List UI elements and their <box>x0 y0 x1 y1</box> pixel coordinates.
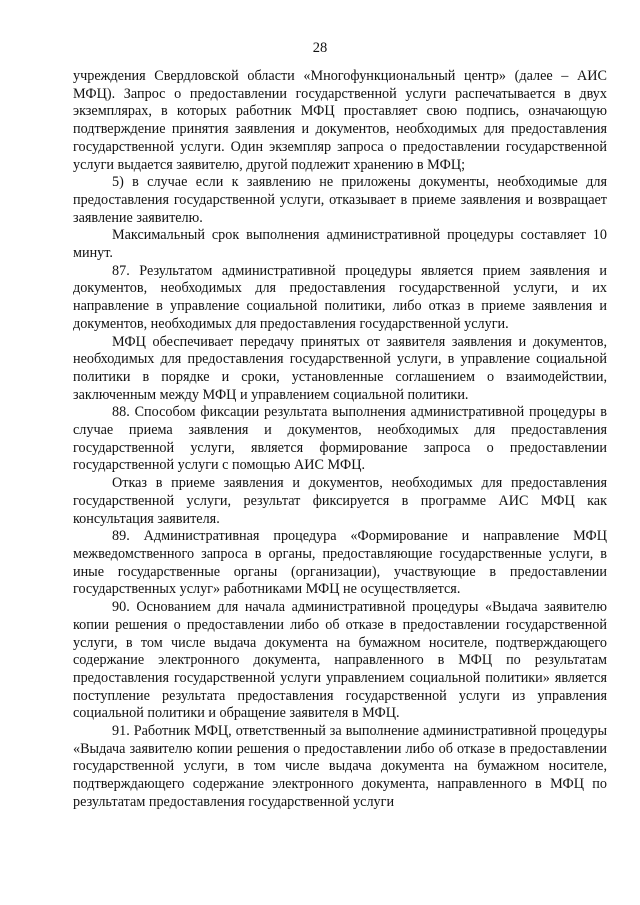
paragraph-91: 91. Работник МФЦ, ответственный за выполнение административной процедуры «Выдача заявителю копии решения о предоставлении либо об отказе в предоставлении государственной услуги, в том числе выдача документа на бумажном носителе, подтверждающего содержание электронного документа, направленного в МФЦ по результатам предоставления государственной услуги <box>73 723 607 810</box>
paragraph-mfc-transfer: МФЦ обеспечивает передачу принятых от заявителя заявления и документов, необходимых для предоставления государственной услуги, в управление социальной политики в порядке и сроки, установленные соглашением о взаимодействии, заключенным между МФЦ и управлением социальной политики. <box>73 333 607 403</box>
paragraph-refusal: Отказ в приеме заявления и документов, необходимых для предоставления государственной услуги, результат фиксируется в программе АИС МФЦ как консультация заявителя. <box>73 475 607 527</box>
paragraph-90: 90. Основанием для начала административной процедуры «Выдача заявителю копии решения о предоставлении либо об отказе в предоставлении государственной услуги, в том числе выдача документа на бумажном носителе, подтверждающего содержание электронного документа, направленного в МФЦ по результатам предоставления государственной услуги управлением социальной политики» является поступление результата предоставления государственной услуги из управления социальной политики и обращение заявителя в МФЦ. <box>73 599 607 722</box>
paragraph-87: 87. Результатом административной процедуры является прием заявления и документов, необходимых для предоставления государственной услуги, и их направление в управление социальной политики, либо отказ в приеме заявления и документов, необходимых для предоставления государственной услуги. <box>73 262 607 332</box>
paragraph-89: 89. Административная процедура «Формирование и направление МФЦ межведомственного запроса в органы, предоставляющие государственные услуги, в иные государственные органы (организации), участвующие в предоставлении государственных услуг» работниками МФЦ не осуществляется. <box>73 528 607 598</box>
paragraph-max-duration: Максимальный срок выполнения административной процедуры составляет 10 минут. <box>73 227 607 262</box>
page-number: 28 <box>312 40 328 56</box>
paragraph-continuation: учреждения Свердловской области «Многофункциональный центр» (далее – АИС МФЦ). Запрос о предоставлении государственной услуги распечатывается в двух экземплярах, в которых работник МФЦ проставляет свою подпись, означающую подтверждение принятия заявления и документов, необходимых для предоставления государственной услуги. Один экземпляр запроса о предоставлении государственной услуги выдается заявителю, другой подлежит хранению в МФЦ; <box>73 68 607 173</box>
paragraph-item-5: 5) в случае если к заявлению не приложены документы, необходимые для предоставления государственной услуги, отказывает в приеме заявления и возвращает заявление заявителю. <box>73 174 607 226</box>
document-body <box>73 68 607 812</box>
paragraph-88: 88. Способом фиксации результата выполнения административной процедуры в случае приема заявления и документов, необходимых для предоставления государственной услуги, является формирование запроса о предоставлении государственной услуги с помощью АИС МФЦ. <box>73 404 607 474</box>
